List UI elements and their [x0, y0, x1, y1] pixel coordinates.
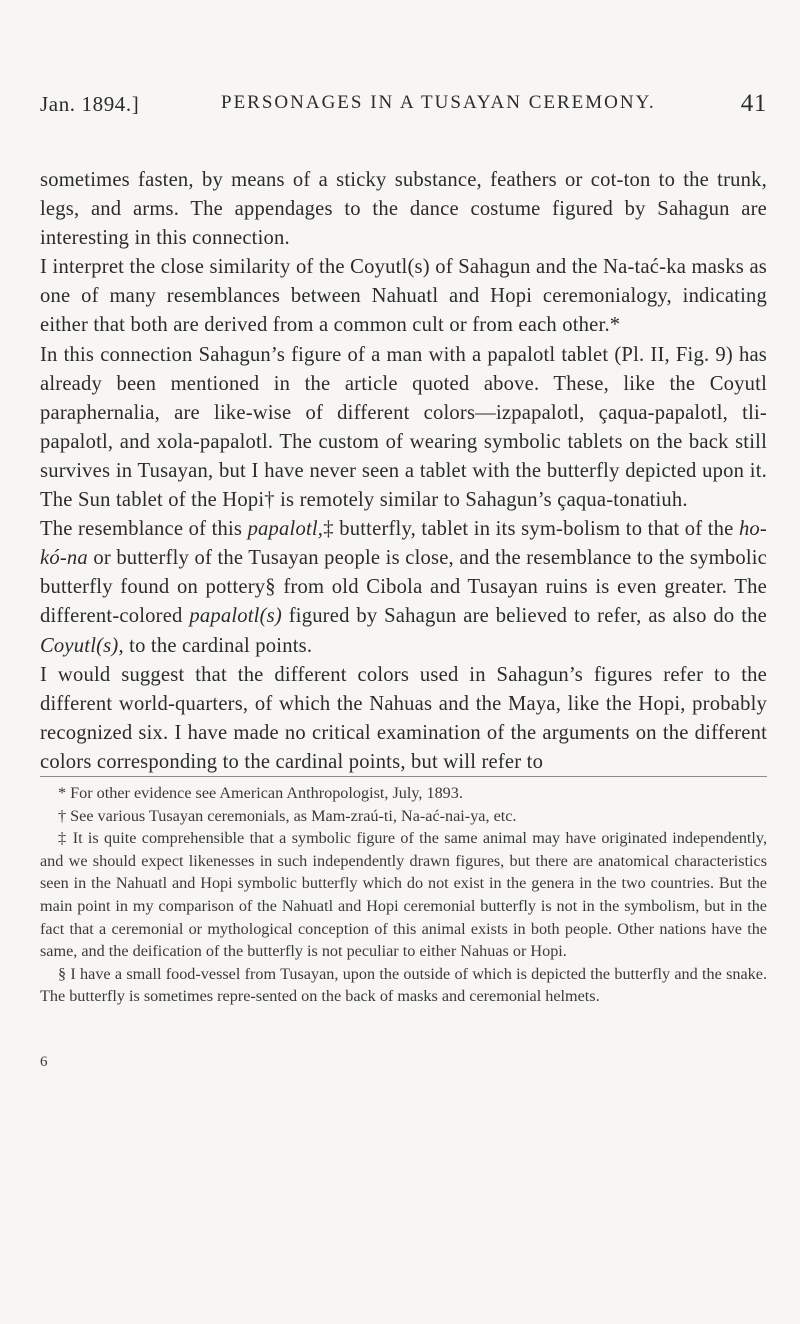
paragraph-4-text-b: ‡ butterfly, tablet in its sym-bolism to that of the — [323, 518, 739, 541]
footnote-1: * For other evidence see American Anthropologist, July, 1893. — [58, 784, 463, 802]
paragraph-5: I would suggest that the different colors used in Sahagun’s figures refer to the different world-quarters, of which the Nahuas and the Maya, like the Hopi, probably recognized six. I have made no critical examination of the arguments on the different colors corresponding to the cardinal points, but will refer to — [40, 663, 767, 773]
paragraph-4-italic-coyutls: Coyutl(s) — [40, 634, 119, 657]
paragraph-4-text-a: The resemblance of this — [40, 518, 248, 541]
header-date: Jan. 1894.] — [40, 92, 140, 116]
paragraph-4-text-e: , to the cardinal points. — [118, 634, 313, 657]
paragraph-4-italic-papalotl: papalotl, — [247, 518, 324, 541]
body-text — [40, 166, 767, 777]
footnotes — [40, 782, 767, 1008]
paragraph-4-text-d: figured by Sahagun are believed to refer, as also do the — [281, 605, 767, 628]
running-header — [40, 92, 767, 126]
paragraph-1: sometimes fasten, by means of a sticky substance, feathers or cot-ton to the trunk, legs, and arms. The appendages to the dance costume figured by Sahagun are interesting in this connection. — [40, 169, 767, 250]
page-number: 41 — [740, 90, 767, 117]
footnote-divider — [40, 776, 767, 777]
footnote-2: † See various Tusayan ceremonials, as Mam-zraú-ti, Na-ać-nai-ya, etc. — [58, 806, 517, 825]
paragraph-4-italic-hokona: ho-kó-na — [40, 518, 767, 570]
paragraph-4-italic-papalotls: papalotl(s) — [189, 605, 282, 628]
paragraph-3: In this connection Sahagun’s figure of a man with a papalotl tablet (Pl. II, Fig. 9) has already been mentioned in the article quoted above. These, like the Coyutl paraphernalia, are like-wise of different colors—izpapalotl, çaqua-papalotl, tli-papalotl, and xola-papalotl. The custom of wearing symbolic tablets on the back still survives in Tusayan, but I have never seen a tablet with the butterfly depicted upon it. The Sun tablet of the Hopi† is remotely similar to Sahagun’s çaqua-tonatiuh. — [40, 343, 767, 512]
footnote-3: ‡ It is quite comprehensible that a symbolic figure of the same animal may have originated independently, and we should expect likenesses in such independently drawn figures, but there are anatomical characteristics seen in the Nahuatl and Hopi symbolic butterfly which do not exist in the genera in the two countries. But the main point in my comparison of the Nahuatl and Hopi ceremonial butterfly is not in the symbolism, but in the fact that a ceremonial or mythological conception of this animal exists in both people. Other nations have the same, and the deification of the butterfly is not peculiar to either Nahuas or Hopi. — [40, 829, 767, 961]
footnote-4: § I have a small food-vessel from Tusayan, upon the outside of which is depicted the butterfly and the snake. The butterfly is sometimes repre-sented on the back of masks and ceremonial helmets. — [40, 964, 767, 1006]
paragraph-4 — [40, 515, 767, 660]
paragraph-4-text-c: or butterfly of the Tusayan people is close, and the resemblance to the symbolic butterfly found on pottery§ from old Cibola and Tusayan ruins is even greater. The different-colored — [40, 547, 767, 628]
header-title: PERSONAGES IN A TUSAYAN CEREMONY. — [221, 92, 656, 113]
paragraph-2: I interpret the close similarity of the Coyutl(s) of Sahagun and the Na-tać-ka masks as one of many resemblances between Nahuatl and Hopi ceremonialogy, indicating either that both are derived from a common cult or from each other.* — [40, 256, 767, 337]
signature-mark: 6 — [40, 1054, 48, 1070]
